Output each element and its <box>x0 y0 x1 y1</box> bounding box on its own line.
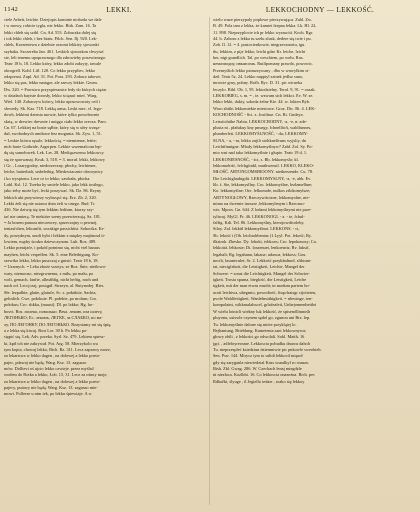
text-line: mów. Dolltevi oś ujcio lekko czwieje. przez myślsd <box>4 365 94 371</box>
text-line: chleb, Korzeniewn z dzielnie orzomi lekkiey sjowonki <box>4 42 99 48</box>
right-column-header: LEKKOCHODNY — LEKKOŚĆ. <box>265 6 375 14</box>
text-line: wodem do Rotka a lekko, Łob. 15, 31. Lecz za ośnuy moje, <box>4 372 108 378</box>
text-line: SLNA, - a, - m, lekko zujili stoltknelfruns wyjsliy, dn <box>213 137 306 143</box>
text-line: Sb. lekość i (Ob. leichtalrbeniaz (1.Lyyl. Pot. lekość; Ry. <box>213 232 312 238</box>
text-line: 436. Nie dziwię się tym lekkim ledźom, ktorzy szy- <box>4 207 94 213</box>
text-line: ieniasfchen, lekcanfit, swrakige passichiist. Sobocika. Kr- <box>4 226 105 232</box>
text-line: lekkoitá. lehkoste; Di. loszenuet, lenkoesnis; Rv. luksif, <box>213 245 310 251</box>
text-line: tać nie umierą. Te niektóre szeny przewierzują. Sz. 181. <box>4 213 102 219</box>
text-line: lekko się pas, lekko następe, ale szeczy lekkie. Geom. <box>4 80 98 86</box>
text-line: немазиодиу, ивыисомъ. Rutlipomany prawdo, powowic. <box>213 61 314 67</box>
text-line: słowedy. Sk. Kaz. 718. Lekką arma, Leski mec. vl. lego- <box>4 105 103 111</box>
text-line: lekko lekki, dukty, szkoda żelne Kie. 44. w. lokien Byb. <box>213 99 311 105</box>
left-column-header: LEKKI. <box>106 6 132 14</box>
right-column <box>213 17 414 507</box>
text-line: pluyonu, usiswle czynem sędol go, zgunou uni Brz. lep. <box>213 315 311 321</box>
text-line: dzil. Teatr 5z, 24. Lekko nappiyl szinek jedlsz suno, <box>213 74 304 80</box>
text-line: lowiem, mądry środzo dziewczynom. Lub. Roz. 489. <box>4 239 97 245</box>
text-line: Bejhantung, Brieblung. Kameienia sani lekkownywa; <box>213 327 307 333</box>
text-line: Lekki żeli się nie ustawa dom żeli w onego. Bud. Tr. <box>4 200 96 206</box>
text-line: się że sprowanaj. Kruk. 3, 518. = 3. morał. lekki, lekkowy <box>4 156 106 162</box>
text-line: ЛЕГОНЬКО; Ec. лекомъ, ЛЕГКЕ, за СЛАБКО, по ма- <box>4 315 103 321</box>
text-line: nach od. Leccjczaj, postąpił. Strzeyn, al. Rutynodej. Bies. <box>4 283 105 289</box>
text-line: falfig. Kdi. Tel. 86. Lekkomyślny, kierojowdicoleby. <box>213 220 305 225</box>
text-line: lekki chleb się szibl. Cn. Ad. 553. Zobaczka dalej się <box>4 29 97 35</box>
text-line: stępić się. Lek, Adv. przeka. Syrl. Sz. 479. Lekiem spiesz- <box>4 334 106 340</box>
text-line: lib. ś. Sie, lekkomysllny. Cro. lekkomyślne, lezlzmelhne; <box>213 181 313 187</box>
text-line: mayhen, leicht verpeffen. Sk. 5. eine Beleibigung. Ko- <box>4 251 99 257</box>
text-line: Siloy. Zol. lekkitl lekkomyślnot. LEKKONS. - ci, <box>213 226 300 232</box>
text-line: Ko. lekkomyślne; Ore. lelkomołe, nulkos ztlokomylsze; <box>213 188 311 194</box>
text-line: Leichtfinnigne. Mlody lekkomyślnyw? Zabł. Zol. Sy. Po- <box>213 143 313 149</box>
text-line: Tu. nieprzespleć ksiedziun dzienmiwie pic pnkowle sweobieh. <box>213 346 322 352</box>
text-line: 11. 898. Nieprzyplocie ich pr lekko wyrzuciii. Koch. Rgr. <box>213 29 314 35</box>
text-line: Sen. Psw. 144. Mirycz tym to urlidi lekkocil mięsoł <box>213 353 303 359</box>
text-line: ni niezlaca. Kozlbhi. 16. Co lekkoscia onazeżna. Bich. pec <box>213 372 315 378</box>
text-line: Tu. lekkomyślnie dalone się mieie przyklątej lo. <box>213 321 297 327</box>
text-line: Cn. 67. Lekkiej na bosie sęłbie, który się w ułey wzręz- <box>4 124 101 130</box>
text-line: лу, ПО ЛЕГОНКУ, ПО ЛЕГОНЬКО. Rzaysiamy mi się śpię, <box>4 321 112 327</box>
text-line: w działach bayiste dorosły, lekko ściąnać mieć. Warg. <box>4 93 98 99</box>
text-line: ki, kpił ich nie zakrywał. Pot. Arg. 58. Mierzykolo wa <box>4 340 98 346</box>
text-line: her, nigt grandlich. Tal. po weschiem, po wołu. Rus. <box>213 55 304 61</box>
left-column <box>4 17 205 507</box>
text-line: tigkeit, mit der man etwas macht; in modum partem bo- <box>213 283 310 289</box>
text-line: plumberfett. LEKKOMYŚLNOŚĆ, - du; LEKKOMY- <box>213 131 308 137</box>
text-line: woli, gemach, fanfte, allmählig, nicht heftig, nach und <box>4 277 99 283</box>
text-line: jgri. , adfeloyreosme. Lekkoscia pobudku dnuwu dalsch <box>213 340 311 346</box>
text-line: mimo na dwernie inoszre ,lekkomylenym i Rzeczno- <box>213 200 306 206</box>
text-line: Teatr 18 b, 18. Lekko który, lekko zdobi zakryty, tawale <box>4 61 102 67</box>
text-line: połokus; Cro. shkka, (mausi). Dl. po lakko; Hg. ho- <box>4 302 94 308</box>
text-line: Leisstichtihe Nabiu. LEKKOCHODNY, -a, -e, n: ade- <box>213 118 308 124</box>
text-line: szybaka. Szczereba Jan. 461. Leskich sjonoskon chwytuć <box>4 48 104 54</box>
text-line: B. 49. Pola tam z lekka, że kamiet lżepna lekka. Lk. Hl. 22, <box>213 23 317 29</box>
text-line: ARTYNOGŁOWY, Rzeczywiścizne, lekkomyslne, nie- <box>213 194 310 200</box>
text-line: tyliwaj. MyGl. Pr. 46. LEKKONOGI, - a. - te, fcbul- <box>213 213 305 219</box>
text-line: Rdkuřki, ślyuge , il Jegiello iedaie , roako się lekkoy <box>213 378 305 384</box>
running-header <box>4 5 414 15</box>
text-line: bosvi. Ros. иолеко, повольно. Besa. лекию, иза шлегу, <box>4 308 103 314</box>
text-line: duł, swobodnych umiłowe bez mogunia. Sk. Zyw. 1, 51. <box>4 131 102 137</box>
text-line: kompolaint, wikkmalalsscel, grlofeafeit, Unbejonnenbeitlei <box>213 302 317 308</box>
text-line: acoit leichiwa, ubegmio, powodtość, fisqofraisgr ctjoiteten, <box>213 289 317 295</box>
text-line: Dw. 320. = Pawstwo przyspiesznice ledy do których ciężar <box>4 86 107 92</box>
text-line: dy, porzydnym, unoli hybi i lekkim z między majónosd ti- <box>4 232 106 238</box>
text-line: i tok lekki chleb, i bez biatu. Pilch. Sen. Ilj. 920. Lek- <box>4 36 98 42</box>
text-line: szewtko lekko, lekko puszczaj z gnisić. Teatr 18 b, 18. <box>4 258 99 264</box>
text-columns <box>4 17 414 508</box>
text-line: MŁOŚĆ. ARTONGOMSBIOONY. nietheezende. Cu. 78. <box>213 169 314 175</box>
text-line: ilkstrok. Zbesko. Dy. lohoki, ivhkoos; Cro. lepokonosy; Ca. <box>213 239 317 245</box>
text-line: Woro zbitki lekkomiekie miestowe. Groz. Dic. Bi. 4. LEK- <box>213 105 316 111</box>
text-line: leiche, hatterhaft, unbeleibig. Miedzwiacznie obwoynicy <box>4 169 103 175</box>
text-line: LEKKOBIEG, s. m. = , te. wzwum sich lekkci. Ev. W. se. <box>213 93 314 99</box>
text-line: Schwere. = sonst die Leichtigkeit, Mangel der Schwier- <box>213 270 310 276</box>
text-line: gdy się zaryganla niewiedzial Kass wsnalkyl ro cnaszu <box>213 359 309 365</box>
text-line: gelinlich. Cwe. połokuie. Pl. połekie, po molum; Cro. <box>4 296 98 302</box>
text-line: tat, niecigfahoit, die Leistigkeit, Leichte, Mangel der <box>213 264 305 270</box>
text-line: mio wni nad tako lekkomyślnie i głupie. Teatr 19 d, 1. <box>213 150 308 156</box>
text-line: dę się samołowek. Lek. Ler. 28. Mediąszwemo lekkowcy <box>4 150 104 156</box>
text-line: Lekko pomijaće, i pokód pomimo się. nicht viel baraus <box>4 245 100 251</box>
text-line: a z lekka się kiwaj. Rost Lor. 30 b. Po lekku po- <box>4 327 88 333</box>
text-line: Lubl. Ksl. 12. Trzeba by smiele lekko, jako lekk tostlego, <box>4 181 104 187</box>
text-line: mowi. Pollerze u nim iek, po lekku śpiewiaje. A w <box>4 391 92 397</box>
text-line: jako żeby może być, lecki porzywać. Sk. Dz. 86. Rzyny <box>4 188 102 194</box>
text-line: okrogrell. Kohl. Lifl. 120. Co lekko przypliec, lekko <box>4 67 96 73</box>
text-line: igkeit. Trosta spuma, bieglość, die Leistigkeit, Leiche <box>213 277 307 283</box>
text-line: odzpresni. Zupl. Ad. 31. Pot. Pora. 293. Zobacz takowe, <box>4 74 102 80</box>
text-line: i w mowy, robicie tygla, nie lekko. Birk. Zam. 16. Ta <box>4 23 97 29</box>
text-line: wie, Mpros. Gn. 644. Z lodami lekkomyślnymi nie prze- <box>213 207 312 213</box>
text-line: za lekarstwa w lekko dagen , na dolowej a lekko poeto- <box>4 378 101 384</box>
text-line: KOCHODNOŚĆ - Sct. z. Josifitue. Cn. Ri. Gndeya. <box>213 112 304 118</box>
text-line: ciele Arbeit, leichte. Dziejopis kominie nioboda we dale <box>4 17 102 22</box>
text-line: i Gr. , Losarygodny, niedorzeczny, płochy, leichteuer, <box>4 162 97 168</box>
text-line: i ko wyspionu. Lece ce to lekko, sawbała, płocha. <box>4 175 91 181</box>
text-line: W wielu lotnicli wiekny luk lekkość, że spisenóllmnośh <box>213 308 311 314</box>
text-line: wielo wuze pierzypaly poplowe pieczywująca. Zabl. Zw. <box>213 17 312 22</box>
text-line: nocilt, lasaneculei; Sr. 2. Lekkość przykładmoł, sfiktum- <box>213 258 312 264</box>
text-line: = Leskie któwa ręsule, lekkością. = niemienne, letite; <box>4 137 97 143</box>
text-line: sie, leli tenemu upoprawnogo dla zdrowieby poszwiznego. <box>4 55 107 61</box>
text-line: = Uzarnych. = Leka zboże wzotys, ze Boz. Śnie, nieilowo- <box>4 264 107 270</box>
text-line: leczylo. Bibl. Ob. 1, 95. lekiodzielny. Teraf. 9, 91. = oszak. <box>213 86 316 92</box>
text-line: pvofe Wahlfeitigkeit, Wanfelmüthigkeit. = nlewinge, ien- <box>213 296 313 302</box>
text-line: tłu, lekkim, z pije lekko, leicht gdze Kr. leiche, leicht <box>213 48 306 54</box>
text-line: nich barte Gotbride, Argerpen. Lekkie wszemalcom lep- <box>4 143 102 149</box>
text-line: pajecy, putawy nie bądą. Warg. Ksz. 13. zaguszo mie- <box>4 384 98 390</box>
text-line: Słe. lezpalbie, glatte, glatuče, Sc. s. połatkiie, Sachta, <box>4 289 97 295</box>
text-line: waty, niemocno, niezgrwnemu, z miłu, po mału, po <box>4 270 94 276</box>
text-line: za lekarstwa w lekko dagen , na dolowej a lekko poeto- <box>4 353 101 359</box>
page-number: 1142 <box>4 6 19 13</box>
text-line: plusta ni , płałukuy kny pnuegy, fchnellfoft, wahlfunnes, <box>213 124 312 130</box>
text-line: lekkomołość, lefchgtinbl, muthwensif. LEKKO, KLEKO- <box>213 162 315 168</box>
text-line: = Ja bosem panoza nieczeorey, sprzeczajny o pewnoj, <box>4 220 98 225</box>
text-line: głowy zbili , z lekkości go odwolali. Sokl. Matth. 16 <box>213 334 305 340</box>
text-line: pajec, pdawaj nie bądą. Warg. Ksz. 13. zaguszo <box>4 359 87 365</box>
text-line: mrowie gruy, pobny. Rofh. Ryc. D. 31. pic wirueka <box>213 80 303 86</box>
text-line: Zob. Il. 12. = 4. pustocienkowie, niegrzecznoriu, igu. <box>213 42 306 48</box>
text-line: Przemyślich lekko pzimzzywany , dbo w wnwylkim st- <box>213 67 310 73</box>
text-line: Die Leichtglaubigdit. LEKKOMYSLNY, -a, -e, abb. Ev. <box>213 175 312 181</box>
text-line: 44. b. Zaboru z lekka tu szelu zlusk, dedere się twie i pu. <box>213 36 312 42</box>
text-line: legahali; Rg. legahanu, lakaoa; udaxoa, lekkoss; Gou. <box>213 251 307 257</box>
text-line: LEKKONIESNOŚĆ, - ści, s. Rb. lekkomyślo; kl. <box>213 156 299 162</box>
text-line: Wiel. 148. Zobaczyw którcy, lekko uposowowoty ceil i <box>4 99 101 105</box>
text-line: skrią, w drewiec drewnie i unięgo ciało lekko orecza. Paro. <box>4 118 107 124</box>
text-line: lekkich uki przywierzy wybrząsć się. Erz. Zb. 2, 320. <box>4 194 97 200</box>
text-line: Bish. Zbl. Gwag. 286. W. Czechach lenaj miegdzle <box>213 365 302 371</box>
text-line: tym kopia, chowaj lekko, Bich. Rz. 311. Lecz zaprawy może, <box>4 346 111 352</box>
text-line: dowb, lekkimi dzienia mowie, które tylko powołownie <box>4 112 100 118</box>
